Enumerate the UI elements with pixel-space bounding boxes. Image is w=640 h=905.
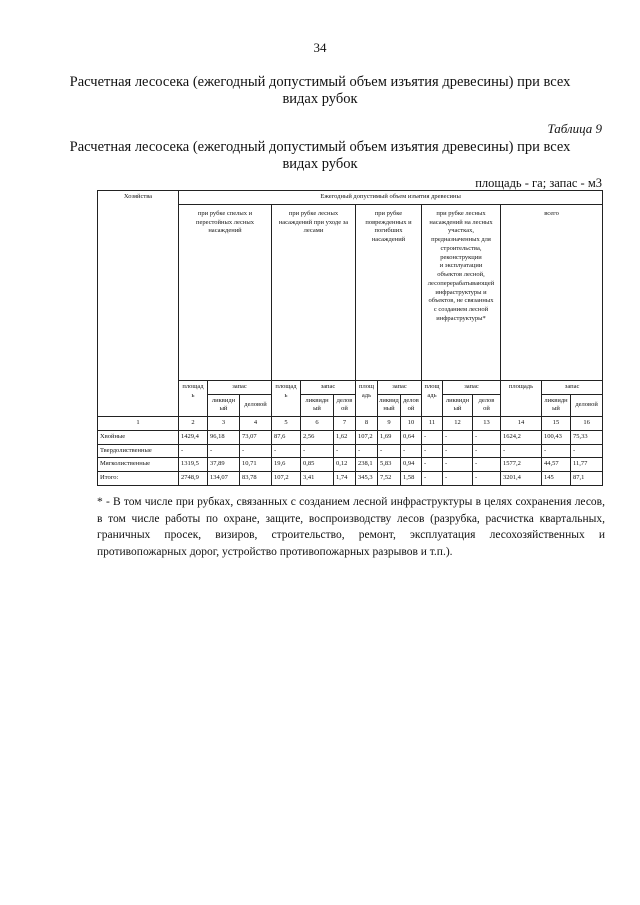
column-number: 7: [334, 417, 356, 431]
table-cell: -: [473, 472, 501, 486]
header-business: [401, 394, 422, 417]
header-business: [240, 394, 272, 417]
column-number: 4: [240, 417, 272, 431]
column-number: 6: [301, 417, 334, 431]
table-cell: 75,33: [571, 430, 603, 444]
header-line: при рубке лесных: [288, 209, 339, 217]
header-line: ликвидн: [544, 396, 568, 404]
header-line: площад: [182, 382, 204, 390]
table-cell: -: [422, 444, 443, 458]
table-cell: -: [571, 444, 603, 458]
table-cell: -: [272, 444, 301, 458]
table-cell: 5,83: [378, 458, 401, 472]
header-line: перестойных лесных: [195, 218, 255, 226]
header-line: ый: [453, 405, 462, 413]
table-cell: 37,89: [208, 458, 240, 472]
table-cell: -: [422, 430, 443, 444]
table-cell: 1624,2: [501, 430, 542, 444]
table-cell: -: [473, 444, 501, 458]
header-line: участках,: [448, 227, 474, 235]
column-number: 2: [179, 417, 208, 431]
header-business: [571, 394, 603, 417]
table-cell: 10,71: [240, 458, 272, 472]
table-cell: -: [501, 444, 542, 458]
header-line: ный: [383, 405, 395, 413]
table-cell: 145: [542, 472, 571, 486]
header-line: реконструкции: [440, 253, 482, 261]
table-label: Таблица 9: [547, 121, 602, 136]
table-cell: 73,07: [240, 430, 272, 444]
column-number: 10: [401, 417, 422, 431]
header-line: ый: [219, 405, 228, 413]
column-number: 16: [571, 417, 603, 431]
header-line: строительства,: [440, 244, 482, 252]
table-cell: -: [443, 458, 473, 472]
table-cell: 107,2: [356, 430, 378, 444]
table-cell: -: [378, 444, 401, 458]
header-line: деловой: [244, 400, 267, 408]
header-line: делов: [336, 396, 353, 404]
table-cell: 238,1: [356, 458, 378, 472]
table-cell: 2748,9: [179, 472, 208, 486]
table-cell: 11,77: [571, 458, 603, 472]
header-line: адь: [427, 391, 437, 399]
header-line: ь: [284, 391, 288, 399]
table-cell: -: [356, 444, 378, 458]
column-number: 11: [422, 417, 443, 431]
table-cell: 2,56: [301, 430, 334, 444]
header-line: предназначенных для: [431, 236, 491, 244]
table-cell: 87,6: [272, 430, 301, 444]
table-title: Расчетная лесосека (ежегодный допустимый объем изъятия древесины) при всех видах рубок: [69, 139, 571, 172]
table-row: [98, 444, 603, 458]
table-body: [98, 191, 603, 486]
header-line: с созданием лесной: [433, 306, 489, 314]
table-cell: 3201,4: [501, 472, 542, 486]
header-liquid: [542, 394, 571, 417]
table-cell: -: [443, 444, 473, 458]
logging-volume-table: [97, 190, 603, 486]
header-area: [272, 380, 301, 416]
header-liquid: [208, 394, 240, 417]
header-business: [334, 394, 356, 417]
table-cell: -: [422, 472, 443, 486]
header-area: [422, 380, 443, 416]
header-liquid: [443, 394, 473, 417]
header-line: ь: [191, 391, 195, 399]
table-cell: -: [443, 430, 473, 444]
table-cell: 0,64: [401, 430, 422, 444]
header-line: ой: [341, 405, 348, 413]
header-line: насаждений: [208, 227, 242, 235]
header-group: [356, 204, 422, 380]
table-cell: 83,78: [240, 472, 272, 486]
header-line: ликвидн: [305, 396, 329, 404]
table-cell: 134,07: [208, 472, 240, 486]
header-line: поврежденных и: [365, 218, 412, 226]
table-cell: 44,57: [542, 458, 571, 472]
table-cell: -: [301, 444, 334, 458]
table-cell: 1,69: [378, 430, 401, 444]
header-stock: запас: [301, 380, 356, 394]
header-stock: запас: [378, 380, 422, 394]
table-cell: 1,74: [334, 472, 356, 486]
table-cell: 345,3: [356, 472, 378, 486]
header-liquid: [301, 394, 334, 417]
header-line: инфраструктуры*: [436, 314, 486, 322]
table-cell: 100,43: [542, 430, 571, 444]
column-number: 5: [272, 417, 301, 431]
header-line: площад: [275, 382, 297, 390]
column-number: 13: [473, 417, 501, 431]
column-number: 3: [208, 417, 240, 431]
header-line: площ: [359, 382, 374, 390]
header-stock: запас: [443, 380, 501, 394]
row-label: Твердолиственные: [98, 444, 179, 458]
header-line: инфраструктуры и: [435, 288, 487, 296]
header-line: адь: [361, 391, 372, 399]
table-cell: -: [542, 444, 571, 458]
header-line: делов: [403, 396, 419, 404]
header-line: ликвидн: [445, 396, 470, 404]
table-cell: 0,12: [334, 458, 356, 472]
table-cell: 7,52: [378, 472, 401, 486]
header-group: [501, 204, 603, 380]
table-cell: 1577,2: [501, 458, 542, 472]
table-cell: 3,41: [301, 472, 334, 486]
header-group: [179, 204, 272, 380]
header-line: деловой: [575, 400, 598, 408]
header-group: [272, 204, 356, 380]
header-farm: Хозяйства: [98, 191, 179, 417]
column-number: 1: [98, 417, 179, 431]
header-line: ликвид: [379, 396, 399, 404]
header-line: при рубке: [374, 209, 403, 217]
section-heading: Расчетная лесосека (ежегодный допустимый объем изъятия древесины) при всех видах рубок: [69, 74, 571, 107]
table-cell: 0,85: [301, 458, 334, 472]
header-line: площ: [424, 382, 440, 390]
header-area: [179, 380, 208, 416]
header-area: [501, 380, 542, 416]
table-row: [98, 472, 603, 486]
table-cell: -: [208, 444, 240, 458]
header-line: объектов лесной,: [437, 271, 485, 279]
table-row: [98, 458, 603, 472]
header-stock: запас: [542, 380, 603, 394]
header-line: насаждений на лесных: [429, 218, 493, 226]
table-cell: -: [240, 444, 272, 458]
column-number: 14: [501, 417, 542, 431]
header-line: лесоперерабатывающей: [427, 279, 495, 287]
page-number: 34: [313, 40, 327, 55]
table-cell: 1,58: [401, 472, 422, 486]
column-number: 8: [356, 417, 378, 431]
table-cell: -: [443, 472, 473, 486]
header-line: ой: [407, 405, 415, 413]
table-cell: 19,6: [272, 458, 301, 472]
row-label: Итого:: [98, 472, 179, 486]
table-cell: -: [473, 458, 501, 472]
header-line: насаждений: [371, 236, 406, 244]
header-line: всего: [544, 209, 559, 217]
table-cell: 96,18: [208, 430, 240, 444]
header-line: ый: [313, 405, 321, 413]
header-line: объектов, не связанных: [428, 297, 494, 305]
table-cell: 1429,4: [179, 430, 208, 444]
table-cell: 107,2: [272, 472, 301, 486]
header-area: [356, 380, 378, 416]
row-label: Хвойные: [98, 430, 179, 444]
table-row: [98, 430, 603, 444]
header-line: ликвидн: [211, 396, 236, 404]
header-group: [422, 204, 501, 380]
header-liquid: [378, 394, 401, 417]
column-number: 12: [443, 417, 473, 431]
header-business: [473, 394, 501, 417]
table-cell: -: [334, 444, 356, 458]
column-number: 15: [542, 417, 571, 431]
header-line: делов: [478, 396, 495, 404]
table-cell: -: [422, 458, 443, 472]
table-cell: -: [401, 444, 422, 458]
table-cell: 0,94: [401, 458, 422, 472]
units-caption: площадь - га; запас - м3: [475, 176, 602, 190]
table-cell: 87,1: [571, 472, 603, 486]
header-line: погибших: [374, 227, 403, 235]
header-volume: Ежегодный допустимый объем изъятия древесины: [179, 191, 603, 205]
header-line: при рубке спелых и: [197, 209, 253, 217]
header-line: ый: [552, 405, 560, 413]
table-cell: -: [473, 430, 501, 444]
header-line: и эксплуатации: [439, 262, 483, 270]
table-cell: 1,62: [334, 430, 356, 444]
table-cell: -: [179, 444, 208, 458]
header-line: лесами: [303, 227, 324, 235]
header-line: при рубке лесных: [436, 209, 486, 217]
header-line: площадь: [508, 382, 534, 390]
column-number: 9: [378, 417, 401, 431]
footnote: * - В том числе при рубках, связанных с созданием лесной инфраструктуры в целях сохранения лесов, в том числе работы по охране, защите, воспроизводству лесов (разрубка, расчистка квартальных, граничных просек, визиров, строительство, ремонт, эксплуатация лесохозяйственных и противопожарных дорог, устройство противопожарных разрывов и т.п.).: [97, 496, 605, 558]
table-cell: 1319,5: [179, 458, 208, 472]
row-label: Мягколиственные: [98, 458, 179, 472]
header-line: насаждений при уходе за: [278, 218, 349, 226]
header-line: ой: [483, 405, 490, 413]
header-stock: запас: [208, 380, 272, 394]
